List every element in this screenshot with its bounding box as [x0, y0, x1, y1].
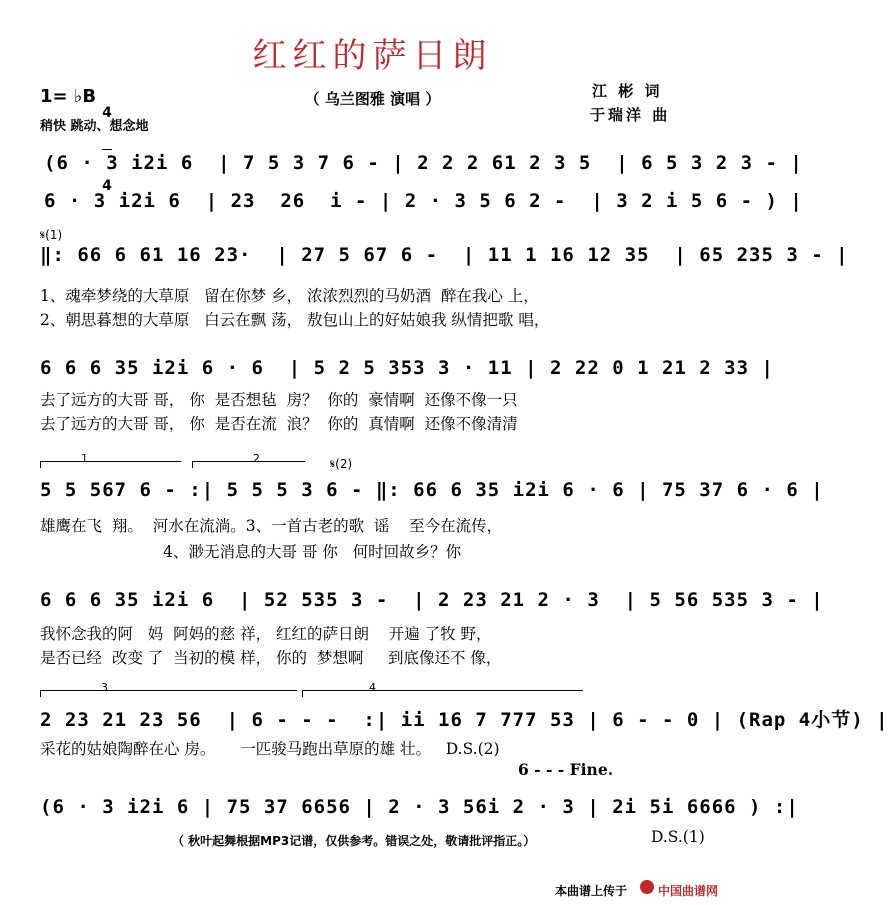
site-logo-icon [640, 880, 654, 894]
upload-label: 本曲谱上传于 [555, 884, 628, 898]
volta-number-2: 2 [253, 452, 260, 465]
time-sig-denominator: 4 [102, 178, 112, 194]
lyric-line-4-verse-1: 去了远方的大哥 哥， 你 是否想毡 房？ 你的 豪情啊 还像不像一只 [40, 391, 518, 409]
volta-number-1: 1 [81, 452, 88, 465]
site-name: 中国曲谱网 [658, 884, 719, 898]
tempo-marking: 稍快 跳动、想念地 [40, 119, 149, 134]
time-sig-numerator: 4 [102, 105, 112, 121]
composer-credit: 于瑞洋 曲 [590, 106, 671, 124]
lyricist-credit: 江 彬 词 [592, 82, 663, 100]
transcriber-note: （ 秋叶起舞根据MP3记谱，仅供参考。错误之处，敬请批评指正。） [172, 834, 536, 848]
score-line-8: (6 · 3 i2i 6 | 75 37 6656 | 2 · 3 56i 2 · 3 | 2i 5i 6666 ) :| [40, 796, 799, 818]
lyric-line-5-verse-1: 雄鹰在飞 翔。 河水在流淌。3、一首古老的歌 谣 至今在流传， [40, 517, 503, 535]
key-signature: 1= ♭B [40, 86, 97, 107]
score-line-1: (6 · 3 i2i 6 | 7 5 3 7 6 - | 2 2 2 61 2 3 5 | 6 5 3 2 3 - | [44, 152, 803, 174]
volta-bracket-4 [302, 681, 583, 697]
song-title: 红红的萨日朗 [252, 36, 493, 76]
score-line-7: 2 23 21 23 56 | 6 - - - :| ii 16 7 777 53 | 6 - - 0 | (Rap 4小节) | [40, 709, 889, 731]
time-signature [102, 78, 112, 207]
lyric-line-7: 采花的姑娘陶醉在心 房。 一匹骏马跑出草原的雄 壮。 D.S.(2) [40, 740, 500, 758]
lyric-line-4-verse-2: 去了远方的大哥 哥， 你 是否在流 浪？ 你的 真情啊 还像不像清清 [40, 415, 518, 433]
volta-number-4: 4 [369, 681, 376, 694]
ds-1-marking: D.S.(1) [651, 828, 705, 846]
lyric-line-5-verse-2: 4、渺无消息的大哥 哥 你 何时回故乡？你 [40, 543, 462, 561]
fine-marking: 6 - - - Fine. [518, 760, 614, 779]
score-line-2: 6 · 3 i2i 6 | 23 26 i - | 2 · 3 5 6 2 - | 3 2 i 5 6 - ) | [44, 190, 803, 212]
time-sig-bar [102, 149, 112, 150]
segno-marker-1: 𝄋(1) [40, 228, 63, 242]
score-line-3: ‖: 66 6 61 16 23· | 27 5 67 6 - | 11 1 16 12 35 | 65 235 3 - | [40, 244, 849, 266]
volta-bracket-1 [40, 452, 181, 468]
lyric-line-3-verse-1: 1、魂牵梦绕的大草原 留在你梦 乡， 浓浓烈烈的马奶酒 醉在我心 上， [40, 287, 539, 305]
lyric-line-6-verse-1: 我怀念我的阿 妈 阿妈的慈 祥， 红红的萨日朗 开遍 了牧 野， [40, 625, 492, 643]
score-line-4: 6 6 6 35 i2i 6 · 6 | 5 2 5 353 3 · 11 | 2 22 0 1 21 2 33 | [40, 357, 774, 379]
performer-line: （ 乌兰图雅 演唱 ） [304, 90, 441, 108]
score-line-6: 6 6 6 35 i2i 6 | 52 535 3 - | 2 23 21 2 · 3 | 5 56 535 3 - | [40, 589, 824, 611]
segno-marker-2: 𝄋(2) [330, 457, 353, 471]
volta-number-3: 3 [101, 681, 108, 694]
score-line-5: 5 5 567 6 - :| 5 5 5 3 6 - ‖: 66 6 35 i2i 6 · 6 | 75 37 6 · 6 | [40, 479, 824, 501]
volta-bracket-3 [40, 681, 297, 697]
lyric-line-3-verse-2: 2、朝思暮想的大草原 白云在飘 荡， 敖包山上的好姑娘我 纵情把歌 唱， [40, 311, 550, 329]
volta-bracket-2 [192, 452, 305, 468]
lyric-line-6-verse-2: 是否已经 改变 了 当初的模 样， 你的 梦想啊 到底像还不 像， [40, 649, 502, 667]
